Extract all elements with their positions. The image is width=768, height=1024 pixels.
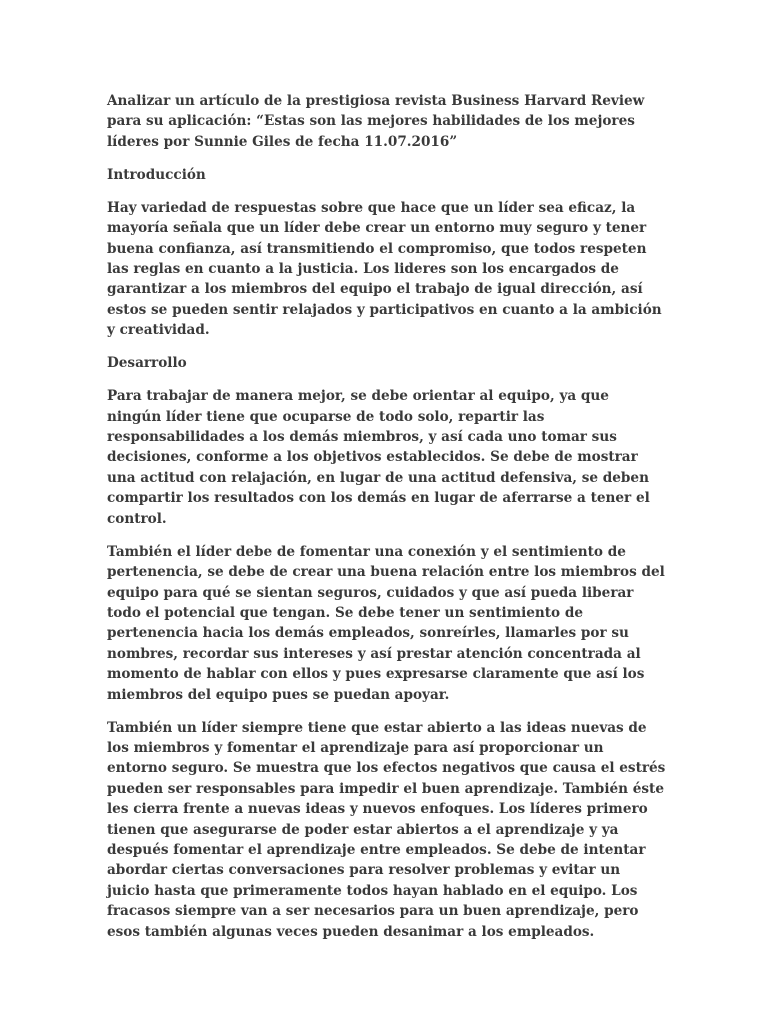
document-title: Analizar un artículo de la prestigiosa revista Business Harvard Review para su aplicación: “Estas son las mejores habilidades de los mejores líderes por Sunnie Giles de fecha 11.07.2016”	[107, 93, 645, 150]
development-heading: Desarrollo	[107, 355, 187, 372]
document-page	[107, 91, 667, 955]
development-paragraph-1: Para trabajar de manera mejor, se debe orientar al equipo, ya que ningún líder tiene que ocuparse de todo solo, repartir las responsabilidades a los demás miembros, y así cada uno tomar sus decisiones, conforme a los objetivos establecidos. Se debe de mostrar una actitud con relajación, en lugar de una actitud defensiva, se deben compartir los resultados con los demás en lugar de aferrarse a tener el control.	[107, 388, 650, 527]
development-paragraph-3: También un líder siempre tiene que estar abierto a las ideas nuevas de los miembros y fomentar el aprendizaje para así proporcionar un entorno seguro. Se muestra que los efectos negativos que causa el estrés pueden ser responsables para impedir el buen aprendizaje. También éste les cierra frente a nuevas ideas y nuevos enfoques. Los líderes primero tienen que asegurarse de poder estar abiertos a el aprendizaje y ya después fomentar el aprendizaje entre empleados. Se debe de intentar abordar ciertas conversaciones para resolver problemas y evitar un juicio hasta que primeramente todos hayan hablado en el equipo. Los fracasos siempre van a ser necesarios para un buen aprendizaje, pero esos también algunas veces pueden desanimar a los empleados.	[107, 719, 666, 940]
intro-paragraph: Hay variedad de respuestas sobre que hace que un líder sea eficaz, la mayoría señala que un líder debe crear un entorno muy seguro y tener buena confianza, así transmitiendo el compromiso, que todos respeten las reglas en cuanto a la justicia. Los lideres son los encargados de garantizar a los miembros del equipo el trabajo de igual dirección, así estos se pueden sentir relajados y participativos en cuanto a la ambición y creatividad.	[107, 199, 662, 339]
development-paragraph-2: También el líder debe de fomentar una conexión y el sentimiento de pertenencia, se debe de crear una buena relación entre los miembros del equipo para qué se sientan seguros, cuidados y que así pueda liberar todo el potencial que tengan. Se debe tener un sentimiento de pertenencia hacia los demás empleados, sonreírles, llamarles por su nombres, recordar sus intereses y así prestar atención concentrada al momento de hablar con ellos y pues expresarse claramente que así los miembros del equipo pues se puedan apoyar.	[107, 543, 665, 703]
intro-heading: Introducción	[107, 166, 206, 183]
